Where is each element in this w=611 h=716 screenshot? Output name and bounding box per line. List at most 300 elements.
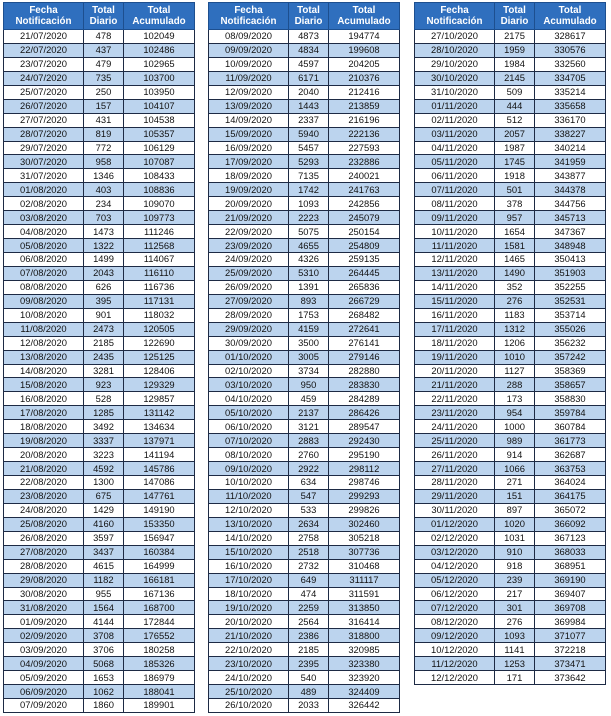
cell-total-diario: 4326	[289, 253, 329, 267]
cell-fecha: 07/10/2020	[209, 434, 289, 448]
cell-fecha: 09/10/2020	[209, 462, 289, 476]
cell-fecha: 12/08/2020	[4, 336, 84, 350]
cell-fecha: 06/11/2020	[415, 169, 495, 183]
cell-total-diario: 955	[84, 587, 124, 601]
header-total-acumulado: Total Acumulado	[329, 3, 400, 30]
cell-total-acumulado: 362687	[535, 448, 606, 462]
cell-total-diario: 7135	[289, 169, 329, 183]
cell-total-acumulado: 334705	[535, 71, 606, 85]
cell-total-diario: 1285	[84, 406, 124, 420]
table-row	[209, 573, 400, 587]
table-row	[4, 155, 195, 169]
cell-total-acumulado: 279146	[329, 350, 400, 364]
cell-total-acumulado: 109773	[124, 211, 195, 225]
cell-total-acumulado: 330576	[535, 43, 606, 57]
cell-total-diario: 923	[84, 378, 124, 392]
cell-total-acumulado: 164999	[124, 559, 195, 573]
cell-total-diario: 819	[84, 127, 124, 141]
cell-total-acumulado: 160384	[124, 545, 195, 559]
cell-fecha: 27/10/2020	[415, 30, 495, 44]
cell-fecha: 16/11/2020	[415, 308, 495, 322]
cell-total-diario: 2473	[84, 322, 124, 336]
cell-fecha: 14/09/2020	[209, 113, 289, 127]
cell-total-diario: 5457	[289, 141, 329, 155]
cell-total-acumulado: 292430	[329, 434, 400, 448]
table-row	[415, 531, 606, 545]
cell-total-acumulado: 363753	[535, 462, 606, 476]
table-row	[4, 573, 195, 587]
cell-total-diario: 459	[289, 392, 329, 406]
cell-total-diario: 918	[495, 559, 535, 573]
table-row	[4, 434, 195, 448]
cell-total-diario: 1141	[495, 643, 535, 657]
cell-total-diario: 901	[84, 308, 124, 322]
cell-total-diario: 4144	[84, 615, 124, 629]
cell-total-acumulado: 103700	[124, 71, 195, 85]
cell-total-diario: 1062	[84, 685, 124, 699]
cell-total-diario: 954	[495, 406, 535, 420]
cell-total-acumulado: 272641	[329, 322, 400, 336]
cell-total-diario: 3500	[289, 336, 329, 350]
cell-fecha: 06/10/2020	[209, 420, 289, 434]
cell-fecha: 18/10/2020	[209, 587, 289, 601]
cell-fecha: 10/09/2020	[209, 57, 289, 71]
cell-fecha: 06/09/2020	[4, 685, 84, 699]
table-row	[209, 336, 400, 350]
cell-fecha: 15/08/2020	[4, 378, 84, 392]
cell-fecha: 26/09/2020	[209, 280, 289, 294]
cell-total-diario: 2395	[289, 657, 329, 671]
cell-total-acumulado: 245079	[329, 211, 400, 225]
cell-total-diario: 3437	[84, 545, 124, 559]
cell-fecha: 29/10/2020	[415, 57, 495, 71]
table-row	[415, 350, 606, 364]
cell-total-acumulado: 176552	[124, 629, 195, 643]
cell-total-diario: 2137	[289, 406, 329, 420]
cell-total-acumulado: 222136	[329, 127, 400, 141]
cell-total-diario: 4159	[289, 322, 329, 336]
cell-total-acumulado: 128406	[124, 364, 195, 378]
cell-fecha: 22/08/2020	[4, 476, 84, 490]
cell-fecha: 22/11/2020	[415, 392, 495, 406]
table-row	[415, 169, 606, 183]
table-row	[415, 420, 606, 434]
cell-total-diario: 1093	[495, 629, 535, 643]
cell-total-diario: 6171	[289, 71, 329, 85]
cell-fecha: 09/12/2020	[415, 629, 495, 643]
cell-total-acumulado: 103950	[124, 85, 195, 99]
cell-fecha: 02/08/2020	[4, 197, 84, 211]
table-row	[4, 364, 195, 378]
cell-total-acumulado: 108433	[124, 169, 195, 183]
table-row	[415, 573, 606, 587]
cell-total-diario: 478	[84, 30, 124, 44]
cell-fecha: 22/09/2020	[209, 225, 289, 239]
cell-total-acumulado: 102049	[124, 30, 195, 44]
cell-fecha: 02/10/2020	[209, 364, 289, 378]
cell-total-acumulado: 335214	[535, 85, 606, 99]
cell-fecha: 11/11/2020	[415, 239, 495, 253]
table-row	[415, 197, 606, 211]
cell-total-acumulado: 373471	[535, 657, 606, 671]
cell-total-acumulado: 156947	[124, 531, 195, 545]
table-row	[415, 57, 606, 71]
cell-fecha: 03/08/2020	[4, 211, 84, 225]
cell-total-diario: 151	[495, 489, 535, 503]
cell-total-acumulado: 358657	[535, 378, 606, 392]
cell-total-diario: 352	[495, 280, 535, 294]
cell-fecha: 08/10/2020	[209, 448, 289, 462]
table-row	[4, 266, 195, 280]
cell-total-acumulado: 166181	[124, 573, 195, 587]
cell-total-acumulado: 344378	[535, 183, 606, 197]
cell-fecha: 07/12/2020	[415, 601, 495, 615]
table-row	[209, 141, 400, 155]
cell-total-diario: 444	[495, 99, 535, 113]
cell-total-diario: 437	[84, 43, 124, 57]
cell-total-diario: 1443	[289, 99, 329, 113]
table-row	[4, 448, 195, 462]
table-row	[209, 266, 400, 280]
cell-total-diario: 2435	[84, 350, 124, 364]
cell-total-acumulado: 286426	[329, 406, 400, 420]
cell-total-diario: 239	[495, 573, 535, 587]
table-row	[209, 476, 400, 490]
cell-fecha: 01/09/2020	[4, 615, 84, 629]
cell-fecha: 13/10/2020	[209, 517, 289, 531]
cell-total-diario: 378	[495, 197, 535, 211]
cell-fecha: 11/09/2020	[209, 71, 289, 85]
cell-total-acumulado: 199608	[329, 43, 400, 57]
table-row	[415, 211, 606, 225]
table-row	[209, 671, 400, 685]
table-row	[4, 629, 195, 643]
cell-total-diario: 1300	[84, 476, 124, 490]
cell-total-diario: 4597	[289, 57, 329, 71]
cell-fecha: 07/08/2020	[4, 266, 84, 280]
cell-total-diario: 675	[84, 489, 124, 503]
cell-total-acumulado: 295190	[329, 448, 400, 462]
cell-total-acumulado: 137971	[124, 434, 195, 448]
table-row	[209, 127, 400, 141]
cell-fecha: 29/07/2020	[4, 141, 84, 155]
cell-total-acumulado: 284289	[329, 392, 400, 406]
table-row	[415, 517, 606, 531]
table-row	[209, 197, 400, 211]
table-row	[209, 71, 400, 85]
cell-total-acumulado: 172844	[124, 615, 195, 629]
cell-total-acumulado: 118032	[124, 308, 195, 322]
table-row	[4, 30, 195, 44]
cell-fecha: 18/08/2020	[4, 420, 84, 434]
cell-total-diario: 276	[495, 294, 535, 308]
cell-total-acumulado: 368033	[535, 545, 606, 559]
cell-fecha: 14/08/2020	[4, 364, 84, 378]
cell-total-acumulado: 366092	[535, 517, 606, 531]
table-row	[4, 489, 195, 503]
cell-total-acumulado: 298746	[329, 476, 400, 490]
cell-total-diario: 3734	[289, 364, 329, 378]
cell-total-acumulado: 188041	[124, 685, 195, 699]
cell-fecha: 25/08/2020	[4, 517, 84, 531]
cell-fecha: 01/08/2020	[4, 183, 84, 197]
cell-total-acumulado: 125125	[124, 350, 195, 364]
cell-total-diario: 5940	[289, 127, 329, 141]
cell-total-diario: 2057	[495, 127, 535, 141]
cell-fecha: 24/09/2020	[209, 253, 289, 267]
cell-fecha: 26/08/2020	[4, 531, 84, 545]
cell-total-diario: 395	[84, 294, 124, 308]
table-row	[415, 476, 606, 490]
cell-total-acumulado: 299826	[329, 503, 400, 517]
table-row	[415, 545, 606, 559]
cell-fecha: 25/10/2020	[209, 685, 289, 699]
cell-fecha: 25/11/2020	[415, 434, 495, 448]
table-row	[4, 141, 195, 155]
cell-total-diario: 217	[495, 587, 535, 601]
cell-total-diario: 1429	[84, 503, 124, 517]
cell-total-acumulado: 358369	[535, 364, 606, 378]
cell-fecha: 16/09/2020	[209, 141, 289, 155]
cell-total-acumulado: 340214	[535, 141, 606, 155]
cell-total-diario: 1322	[84, 239, 124, 253]
cell-fecha: 22/10/2020	[209, 643, 289, 657]
cell-fecha: 21/10/2020	[209, 629, 289, 643]
cell-fecha: 28/07/2020	[4, 127, 84, 141]
table-row	[415, 127, 606, 141]
cell-total-diario: 2564	[289, 615, 329, 629]
cell-fecha: 11/10/2020	[209, 489, 289, 503]
cell-total-diario: 4834	[289, 43, 329, 57]
cell-total-diario: 533	[289, 503, 329, 517]
cell-total-acumulado: 213859	[329, 99, 400, 113]
cell-fecha: 12/10/2020	[209, 503, 289, 517]
cell-total-diario: 5293	[289, 155, 329, 169]
cell-fecha: 25/07/2020	[4, 85, 84, 99]
cell-total-acumulado: 107087	[124, 155, 195, 169]
cell-total-acumulado: 129329	[124, 378, 195, 392]
table-row	[4, 127, 195, 141]
cell-total-diario: 1000	[495, 420, 535, 434]
cell-fecha: 03/11/2020	[415, 127, 495, 141]
cell-total-acumulado: 332560	[535, 57, 606, 71]
data-table-2	[208, 2, 400, 713]
cell-total-acumulado: 361773	[535, 434, 606, 448]
cell-fecha: 04/10/2020	[209, 392, 289, 406]
table-row	[209, 434, 400, 448]
cell-total-diario: 2732	[289, 559, 329, 573]
cell-fecha: 09/11/2020	[415, 211, 495, 225]
table-row	[209, 364, 400, 378]
cell-total-diario: 1860	[84, 699, 124, 713]
cell-fecha: 03/10/2020	[209, 378, 289, 392]
cell-total-acumulado: 313850	[329, 601, 400, 615]
cell-fecha: 01/10/2020	[209, 350, 289, 364]
cell-fecha: 10/11/2020	[415, 225, 495, 239]
cell-fecha: 02/11/2020	[415, 113, 495, 127]
table-row	[4, 253, 195, 267]
cell-fecha: 02/09/2020	[4, 629, 84, 643]
cell-total-acumulado: 265836	[329, 280, 400, 294]
cell-total-diario: 1653	[84, 671, 124, 685]
cell-total-acumulado: 369984	[535, 615, 606, 629]
table-row	[4, 517, 195, 531]
cell-total-acumulado: 372218	[535, 643, 606, 657]
cell-total-acumulado: 227593	[329, 141, 400, 155]
header-fecha: Fecha Notificación	[209, 3, 289, 30]
cell-fecha: 10/10/2020	[209, 476, 289, 490]
table-body	[4, 30, 195, 713]
cell-total-diario: 1918	[495, 169, 535, 183]
table-row	[4, 280, 195, 294]
cell-total-acumulado: 373642	[535, 671, 606, 685]
table-row	[415, 364, 606, 378]
cell-total-diario: 2033	[289, 699, 329, 713]
cell-total-diario: 276	[495, 615, 535, 629]
table-row	[209, 113, 400, 127]
cell-total-diario: 2185	[84, 336, 124, 350]
cell-fecha: 25/09/2020	[209, 266, 289, 280]
cell-fecha: 23/09/2020	[209, 239, 289, 253]
table-row	[209, 253, 400, 267]
cell-total-diario: 2922	[289, 462, 329, 476]
cell-fecha: 23/08/2020	[4, 489, 84, 503]
cell-total-acumulado: 369708	[535, 601, 606, 615]
data-table-1	[3, 2, 195, 713]
cell-total-diario: 301	[495, 601, 535, 615]
table-row	[415, 629, 606, 643]
table-row	[209, 503, 400, 517]
table-row	[415, 239, 606, 253]
cell-total-diario: 1253	[495, 657, 535, 671]
table-row	[415, 406, 606, 420]
cell-total-diario: 474	[289, 587, 329, 601]
cell-total-diario: 1745	[495, 155, 535, 169]
cell-total-diario: 649	[289, 573, 329, 587]
table-row	[415, 225, 606, 239]
cell-total-acumulado: 264445	[329, 266, 400, 280]
table-row	[209, 322, 400, 336]
cell-total-diario: 2634	[289, 517, 329, 531]
table-body	[209, 30, 400, 713]
cell-total-diario: 3706	[84, 643, 124, 657]
cell-total-acumulado: 120505	[124, 322, 195, 336]
cell-total-diario: 171	[495, 671, 535, 685]
cell-total-acumulado: 145786	[124, 462, 195, 476]
cell-total-diario: 157	[84, 99, 124, 113]
cell-fecha: 30/11/2020	[415, 503, 495, 517]
table-row	[4, 85, 195, 99]
table-row	[209, 699, 400, 713]
cell-total-acumulado: 318800	[329, 629, 400, 643]
table-row	[209, 448, 400, 462]
cell-fecha: 10/12/2020	[415, 643, 495, 657]
cell-fecha: 24/10/2020	[209, 671, 289, 685]
cell-total-acumulado: 180258	[124, 643, 195, 657]
header-total-acumulado: Total Acumulado	[535, 3, 606, 30]
cell-total-acumulado: 102486	[124, 43, 195, 57]
cell-total-diario: 1312	[495, 322, 535, 336]
cell-total-acumulado: 254809	[329, 239, 400, 253]
table-row	[4, 392, 195, 406]
cell-total-diario: 3597	[84, 531, 124, 545]
cell-total-acumulado: 311117	[329, 573, 400, 587]
cell-total-diario: 1987	[495, 141, 535, 155]
cell-fecha: 29/11/2020	[415, 489, 495, 503]
cell-total-acumulado: 364024	[535, 476, 606, 490]
header-total-diario: Total Diario	[495, 3, 535, 30]
cell-total-diario: 1183	[495, 308, 535, 322]
cell-fecha: 21/11/2020	[415, 378, 495, 392]
cell-fecha: 28/10/2020	[415, 43, 495, 57]
table-row	[209, 30, 400, 44]
cell-total-diario: 5068	[84, 657, 124, 671]
cell-total-diario: 626	[84, 280, 124, 294]
table-row	[209, 280, 400, 294]
cell-fecha: 27/09/2020	[209, 294, 289, 308]
cell-total-diario: 2518	[289, 545, 329, 559]
cell-total-acumulado: 232886	[329, 155, 400, 169]
table-row	[415, 322, 606, 336]
cell-total-acumulado: 323380	[329, 657, 400, 671]
cell-total-acumulado: 371077	[535, 629, 606, 643]
cell-fecha: 20/09/2020	[209, 197, 289, 211]
cell-total-diario: 1654	[495, 225, 535, 239]
cell-total-acumulado: 310468	[329, 559, 400, 573]
cell-fecha: 27/11/2020	[415, 462, 495, 476]
cell-fecha: 05/08/2020	[4, 239, 84, 253]
cell-total-diario: 250	[84, 85, 124, 99]
cell-total-diario: 403	[84, 183, 124, 197]
cell-total-diario: 914	[495, 448, 535, 462]
cell-fecha: 19/10/2020	[209, 601, 289, 615]
cell-fecha: 08/09/2020	[209, 30, 289, 44]
table-row	[209, 489, 400, 503]
cell-fecha: 06/08/2020	[4, 253, 84, 267]
table-row	[209, 615, 400, 629]
cell-fecha: 03/09/2020	[4, 643, 84, 657]
cell-total-acumulado: 241763	[329, 183, 400, 197]
cell-fecha: 28/09/2020	[209, 308, 289, 322]
cell-total-acumulado: 351903	[535, 266, 606, 280]
cell-fecha: 08/11/2020	[415, 197, 495, 211]
table-row	[4, 671, 195, 685]
cell-fecha: 29/09/2020	[209, 322, 289, 336]
cell-total-acumulado: 316414	[329, 615, 400, 629]
cell-fecha: 05/10/2020	[209, 406, 289, 420]
cell-total-diario: 2758	[289, 531, 329, 545]
cell-fecha: 21/07/2020	[4, 30, 84, 44]
table-row	[4, 615, 195, 629]
table-row	[415, 643, 606, 657]
table-row	[209, 350, 400, 364]
cell-total-acumulado: 147761	[124, 489, 195, 503]
cell-total-acumulado: 348948	[535, 239, 606, 253]
table-row	[209, 211, 400, 225]
cell-total-acumulado: 106129	[124, 141, 195, 155]
table-row	[4, 43, 195, 57]
cell-total-diario: 4873	[289, 30, 329, 44]
cell-total-acumulado: 283830	[329, 378, 400, 392]
cell-total-diario: 3337	[84, 434, 124, 448]
cell-fecha: 22/07/2020	[4, 43, 84, 57]
cell-total-acumulado: 147086	[124, 476, 195, 490]
cell-total-diario: 509	[495, 85, 535, 99]
cell-total-diario: 2223	[289, 211, 329, 225]
cell-total-diario: 897	[495, 503, 535, 517]
cell-total-diario: 772	[84, 141, 124, 155]
table-row	[209, 587, 400, 601]
